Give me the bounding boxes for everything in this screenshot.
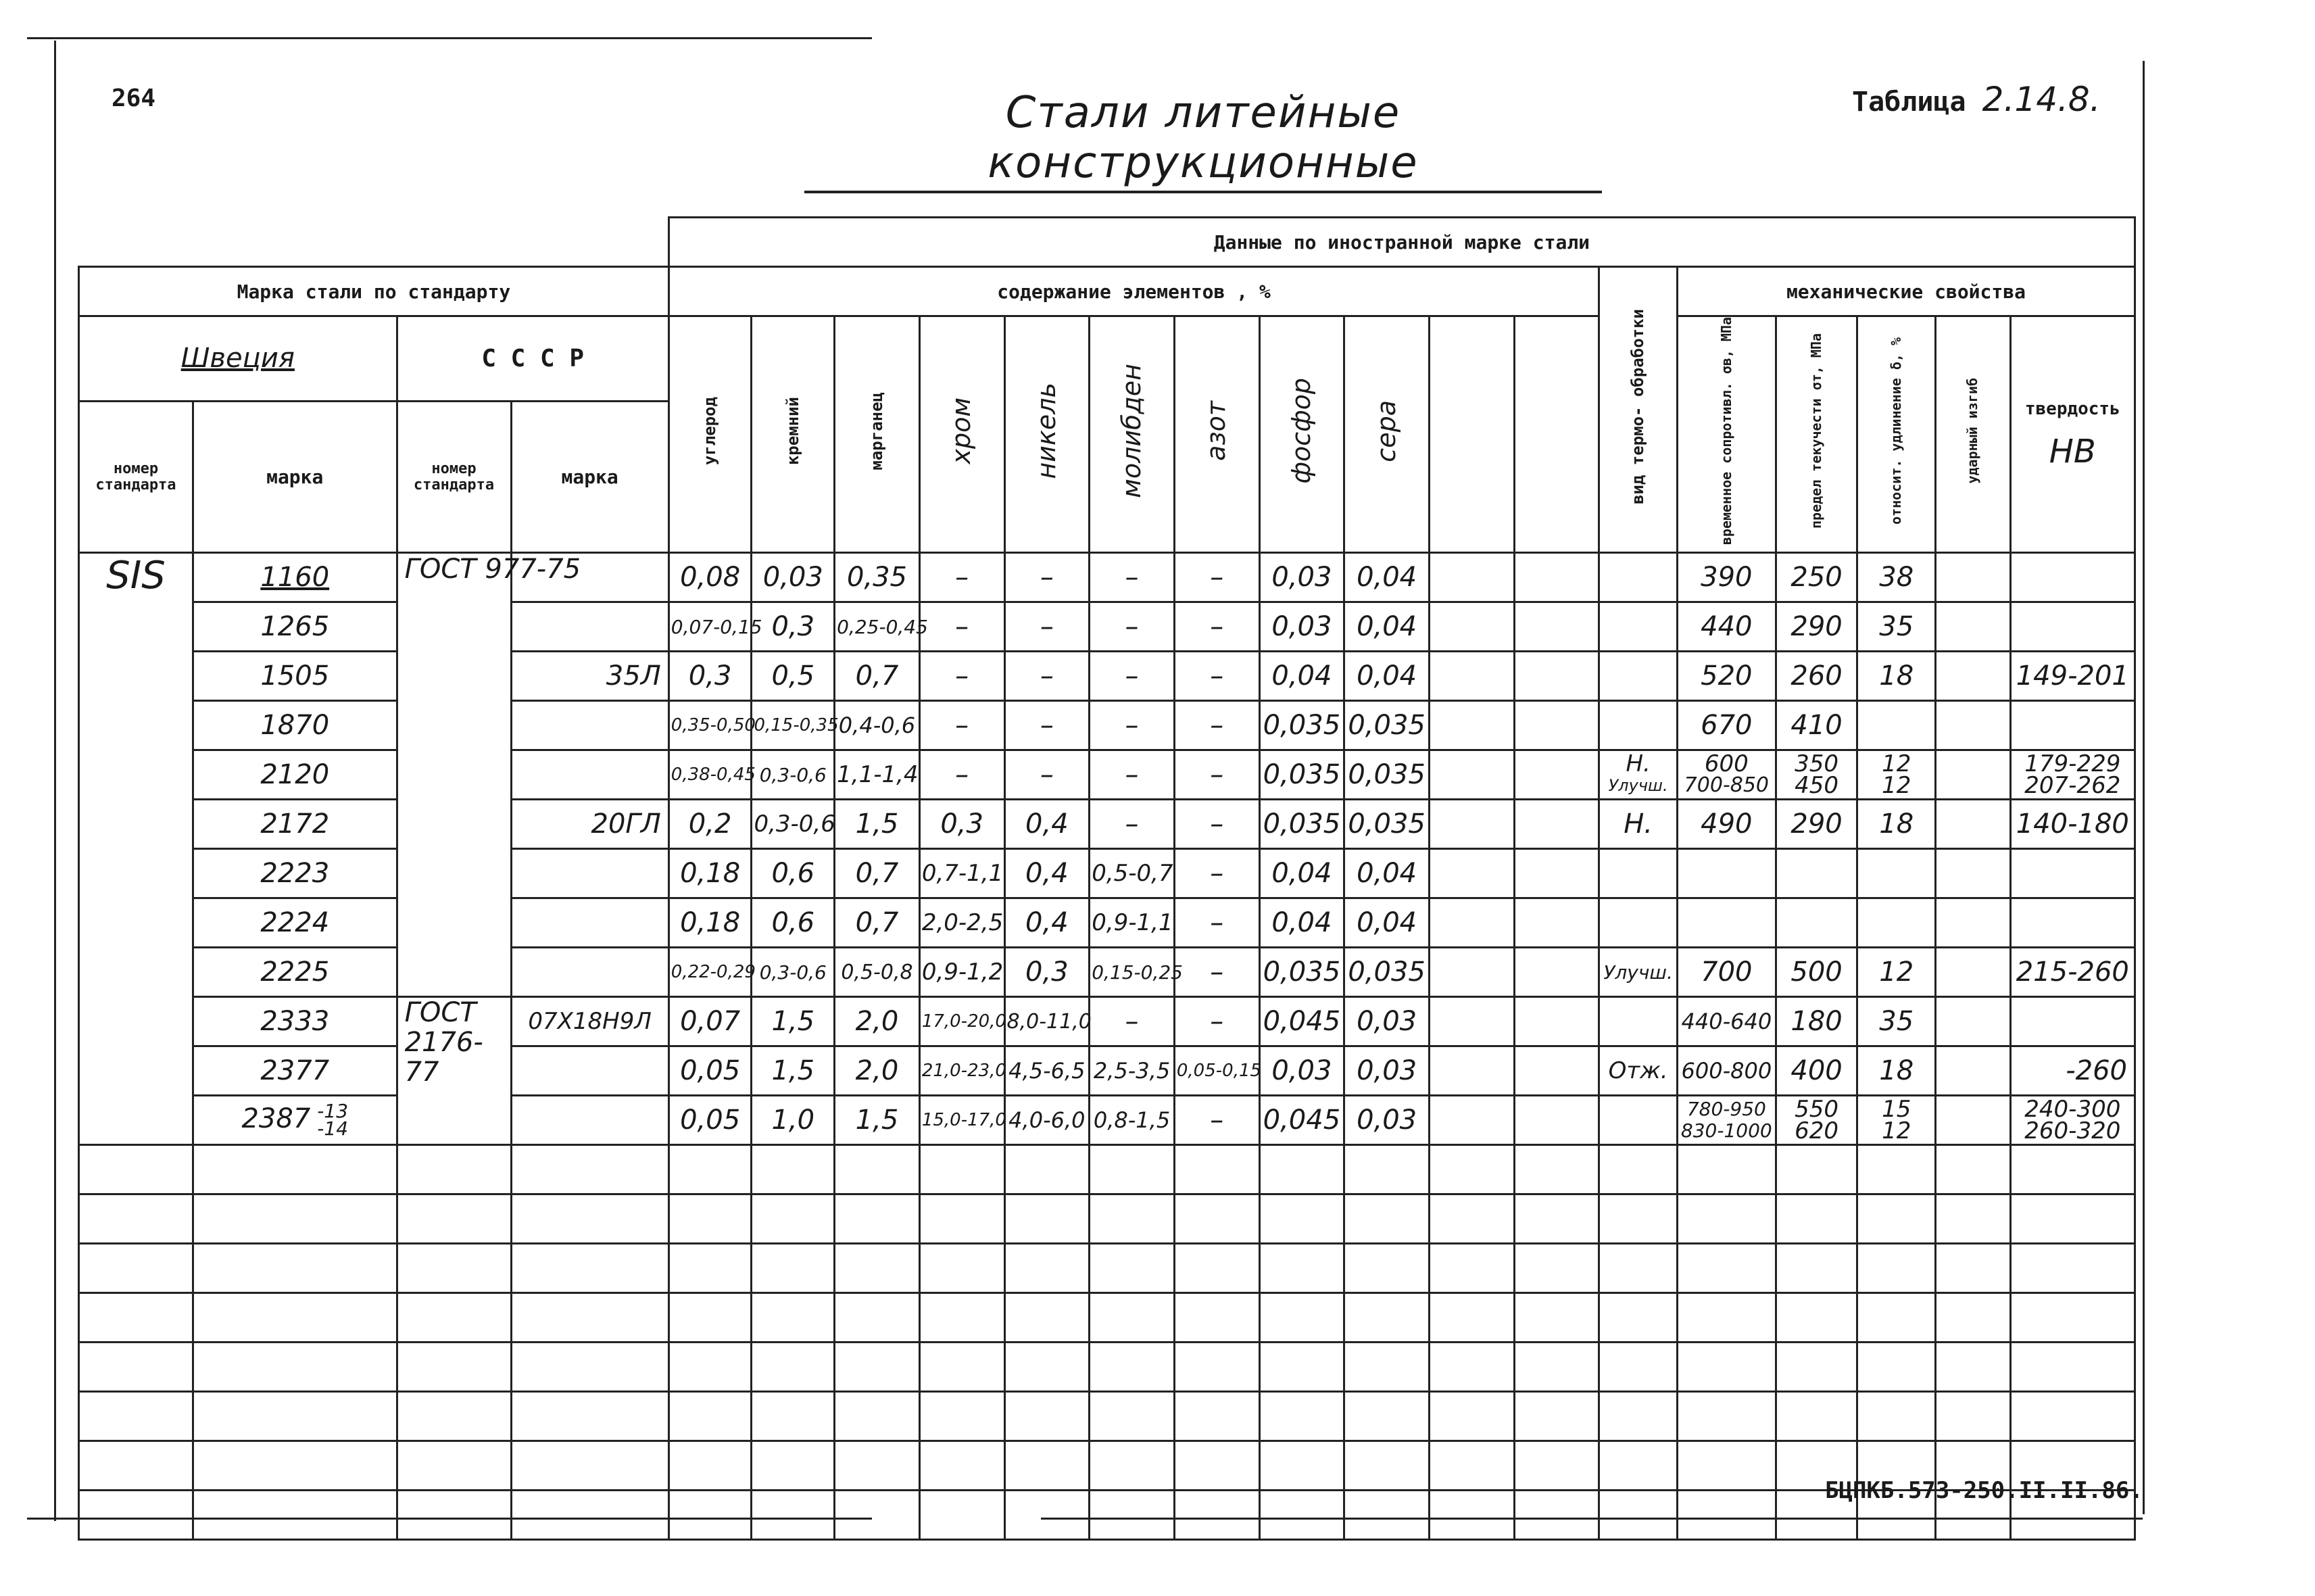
header-row-2: [79, 267, 2135, 316]
silicon-cell: 0,3-0,6: [752, 750, 835, 800]
manganese-cell: 0,25-0,45: [835, 602, 920, 652]
heat-treatment-cell: [1599, 652, 1678, 701]
tensile-cell: 440: [1677, 602, 1776, 652]
impact-cell: [1936, 849, 2011, 898]
table-ref-number: 2.14.8.: [1982, 80, 2101, 119]
empty-cell: [1514, 701, 1599, 750]
empty-row: [79, 1293, 2135, 1343]
manganese-cell: 2,0: [835, 1046, 920, 1096]
empty-cell: [1429, 948, 1514, 997]
molybdenum-cell: –: [1090, 652, 1175, 701]
molybdenum-cell: 0,8-1,5: [1090, 1096, 1175, 1145]
grade-cell: 1265: [193, 602, 397, 652]
ussr-grade-cell: [511, 701, 668, 750]
std-number-header: номер стандарта: [79, 401, 193, 552]
sulfur-cell: 0,03: [1344, 1046, 1430, 1096]
impact-cell: [1936, 800, 2011, 849]
carbon-header: углерод: [668, 316, 752, 553]
phosphorus-cell: 0,035: [1259, 701, 1344, 750]
molybdenum-cell: 0,5-0,7: [1090, 849, 1175, 898]
nitrogen-cell: –: [1174, 701, 1259, 750]
ussr-grade-cell: 20ГЛ: [511, 800, 668, 849]
yield-cell: [1776, 898, 1857, 948]
carbon-cell: 0,22-0,29: [668, 948, 752, 997]
yield-cell: 350 450: [1776, 750, 1857, 800]
manganese-cell: 0,7: [835, 652, 920, 701]
impact-cell: [1936, 750, 2011, 800]
nitrogen-cell: –: [1174, 553, 1259, 602]
elongation-cell: 35: [1857, 602, 1936, 652]
impact-cell: [1936, 553, 2011, 602]
elongation-cell: 18: [1857, 800, 1936, 849]
tensile-cell: 600-800: [1677, 1046, 1776, 1096]
phosphorus-cell: 0,035: [1259, 948, 1344, 997]
heat-treatment-cell: [1599, 898, 1678, 948]
molybdenum-cell: 2,5-3,5: [1090, 1046, 1175, 1096]
phosphorus-cell: 0,03: [1259, 602, 1344, 652]
impact-cell: [1936, 701, 2011, 750]
empty-cell: [1514, 997, 1599, 1046]
steel-table: [78, 216, 2136, 1541]
sulfur-cell: 0,04: [1344, 652, 1430, 701]
nickel-cell: 0,4: [1004, 898, 1090, 948]
empty-row: [79, 1392, 2135, 1441]
impact-cell: [1936, 997, 2011, 1046]
grade-cell: 1870: [193, 701, 397, 750]
ussr-grade-cell: 35Л: [511, 652, 668, 701]
grade-cell: 2224: [193, 898, 397, 948]
tensile-cell: 390: [1677, 553, 1776, 602]
empty-cell: [1514, 948, 1599, 997]
grade-cell: 2225: [193, 948, 397, 997]
chromium-cell: –: [919, 602, 1004, 652]
empty-cell: [1429, 701, 1514, 750]
manganese-cell: 0,7: [835, 849, 920, 898]
nickel-cell: 0,4: [1004, 800, 1090, 849]
ussr-grade-header: марка: [511, 401, 668, 552]
nickel-cell: 0,4: [1004, 849, 1090, 898]
tensile-cell: 700: [1677, 948, 1776, 997]
table-row: [79, 997, 2135, 1046]
chromium-cell: 21,0-23,0: [919, 1046, 1004, 1096]
empty-cell: [1429, 553, 1514, 602]
footer-code: БЦПКБ.573-250.II.II.86.: [1825, 1477, 2143, 1504]
yield-cell: 400: [1776, 1046, 1857, 1096]
tensile-cell: 600 700-850: [1677, 750, 1776, 800]
hardness-cell: [2010, 701, 2135, 750]
nickel-cell: 4,0-6,0: [1004, 1096, 1090, 1145]
silicon-cell: 1,0: [752, 1096, 835, 1145]
frame-right-line: [2143, 61, 2145, 1514]
chromium-cell: 0,9-1,2: [919, 948, 1004, 997]
manganese-cell: 0,35: [835, 553, 920, 602]
nitrogen-cell: –: [1174, 652, 1259, 701]
carbon-cell: 0,08: [668, 553, 752, 602]
nickel-cell: –: [1004, 602, 1090, 652]
tensile-cell: [1677, 898, 1776, 948]
phosphorus-cell: 0,04: [1259, 849, 1344, 898]
manganese-cell: 0,4-0,6: [835, 701, 920, 750]
standard-cell: SIS: [79, 553, 193, 1145]
impact-header: ударный изгиб: [1936, 316, 2011, 553]
empty-cell: [1429, 652, 1514, 701]
elongation-cell: 12: [1857, 948, 1936, 997]
empty-cell: [1514, 800, 1599, 849]
sulfur-header: сера: [1344, 316, 1430, 553]
carbon-cell: 0,05: [668, 1046, 752, 1096]
nitrogen-cell: –: [1174, 800, 1259, 849]
empty-row: [79, 1145, 2135, 1194]
table-row: [79, 652, 2135, 701]
elongation-cell: 15 12: [1857, 1096, 1936, 1145]
silicon-cell: 0,3: [752, 602, 835, 652]
empty-cell: [1429, 800, 1514, 849]
nitrogen-cell: –: [1174, 849, 1259, 898]
empty-cell: [1429, 898, 1514, 948]
empty-cell: [1429, 1046, 1514, 1096]
tensile-header: временное сопротивл. σв, МПа: [1677, 316, 1776, 553]
impact-cell: [1936, 1096, 2011, 1145]
carbon-cell: 0,35-0,50: [668, 701, 752, 750]
hardness-cell: 215-260: [2010, 948, 2135, 997]
grade-cell: 1505: [193, 652, 397, 701]
nitrogen-cell: –: [1174, 1096, 1259, 1145]
molybdenum-cell: –: [1090, 997, 1175, 1046]
nickel-cell: –: [1004, 553, 1090, 602]
impact-cell: [1936, 602, 2011, 652]
grade-cell: 2377: [193, 1046, 397, 1096]
ussr-grade-cell: [511, 602, 668, 652]
chromium-cell: –: [919, 553, 1004, 602]
heat-treatment-cell: [1599, 602, 1678, 652]
heat-treatment-header: вид термо- обработки: [1599, 267, 1678, 553]
empty-cell: [1514, 652, 1599, 701]
ussr-grade-cell: 07Х18Н9Л: [511, 997, 668, 1046]
silicon-cell: 0,15-0,35: [752, 701, 835, 750]
yield-cell: [1776, 849, 1857, 898]
heat-treatment-cell: Н.: [1599, 800, 1678, 849]
hardness-cell: 179-229 207-262: [2010, 750, 2135, 800]
chromium-cell: 2,0-2,5: [919, 898, 1004, 948]
hardness-cell: [2010, 898, 2135, 948]
tensile-cell: 440-640: [1677, 997, 1776, 1046]
hardness-cell: 149-201: [2010, 652, 2135, 701]
grade-cell: 2387 -13 -14: [193, 1096, 397, 1145]
empty-cell: [1514, 553, 1599, 602]
sulfur-cell: 0,04: [1344, 602, 1430, 652]
chromium-cell: –: [919, 652, 1004, 701]
silicon-cell: 0,6: [752, 849, 835, 898]
heat-treatment-cell: [1599, 1096, 1678, 1145]
nickel-cell: 0,3: [1004, 948, 1090, 997]
ussr-grade-cell: [511, 750, 668, 800]
frame-left-line: [54, 41, 56, 1521]
nickel-cell: –: [1004, 652, 1090, 701]
table-ref-label: Таблица: [1852, 87, 1966, 118]
phosphorus-cell: 0,03: [1259, 553, 1344, 602]
elongation-cell: 35: [1857, 997, 1936, 1046]
hardness-cell: 240-300 260-320: [2010, 1096, 2135, 1145]
nickel-header: никель: [1004, 316, 1090, 553]
sulfur-cell: 0,03: [1344, 1096, 1430, 1145]
molybdenum-cell: 0,9-1,1: [1090, 898, 1175, 948]
table-row: [79, 800, 2135, 849]
empty-cell: [1429, 849, 1514, 898]
heat-treatment-cell: [1599, 997, 1678, 1046]
grade-cell: 2223: [193, 849, 397, 898]
empty-row: [79, 1194, 2135, 1244]
molybdenum-cell: –: [1090, 553, 1175, 602]
tensile-cell: 490: [1677, 800, 1776, 849]
phosphorus-cell: 0,035: [1259, 800, 1344, 849]
carbon-cell: 0,05: [668, 1096, 752, 1145]
chromium-cell: –: [919, 750, 1004, 800]
heat-treatment-cell: Улучш.: [1599, 948, 1678, 997]
sulfur-cell: 0,035: [1344, 800, 1430, 849]
yield-cell: 260: [1776, 652, 1857, 701]
impact-cell: [1936, 652, 2011, 701]
table-row: [79, 701, 2135, 750]
sulfur-cell: 0,04: [1344, 898, 1430, 948]
ussr-grade-cell: [511, 1096, 668, 1145]
elongation-cell: 18: [1857, 652, 1936, 701]
nitrogen-header: азот: [1174, 316, 1259, 553]
hardness-cell: [2010, 849, 2135, 898]
manganese-cell: 1,5: [835, 1096, 920, 1145]
phosphorus-cell: 0,04: [1259, 652, 1344, 701]
hardness-cell: [2010, 997, 2135, 1046]
yield-cell: 410: [1776, 701, 1857, 750]
nitrogen-cell: –: [1174, 750, 1259, 800]
impact-cell: [1936, 898, 2011, 948]
heat-treatment-cell: Н. Улучш.: [1599, 750, 1678, 800]
phosphorus-cell: 0,045: [1259, 997, 1344, 1046]
nickel-cell: 4,5-6,5: [1004, 1046, 1090, 1096]
page-number: 264: [112, 84, 156, 112]
hardness-cell: 140-180: [2010, 800, 2135, 849]
silicon-cell: 0,3-0,6: [752, 948, 835, 997]
elongation-cell: [1857, 849, 1936, 898]
manganese-cell: 0,5-0,8: [835, 948, 920, 997]
molybdenum-cell: –: [1090, 602, 1175, 652]
chromium-cell: 0,7-1,1: [919, 849, 1004, 898]
sulfur-cell: 0,035: [1344, 948, 1430, 997]
heat-treatment-cell: Отж.: [1599, 1046, 1678, 1096]
silicon-cell: 0,5: [752, 652, 835, 701]
yield-header: предел текучести σт, МПа: [1776, 316, 1857, 553]
silicon-header: кремний: [752, 316, 835, 553]
nitrogen-cell: –: [1174, 898, 1259, 948]
empty-cell: [1514, 750, 1599, 800]
nitrogen-cell: –: [1174, 602, 1259, 652]
grade-header: марка: [193, 401, 397, 552]
molybdenum-header: молибден: [1090, 316, 1175, 553]
carbon-cell: 0,38-0,45: [668, 750, 752, 800]
heat-treatment-cell: [1599, 553, 1678, 602]
tensile-cell: 520: [1677, 652, 1776, 701]
empty-cell: [1514, 849, 1599, 898]
manganese-cell: 2,0: [835, 997, 920, 1046]
ussr-grade-cell: [511, 849, 668, 898]
empty-cell: [1514, 898, 1599, 948]
empty-cell: [1514, 1046, 1599, 1096]
elongation-cell: 38: [1857, 553, 1936, 602]
ussr-header: С С С Р: [397, 316, 668, 402]
grade-cell: 2120: [193, 750, 397, 800]
sulfur-cell: 0,04: [1344, 849, 1430, 898]
carbon-cell: 0,2: [668, 800, 752, 849]
impact-cell: [1936, 1046, 2011, 1096]
silicon-cell: 0,6: [752, 898, 835, 948]
tensile-cell: [1677, 849, 1776, 898]
ussr-grade-cell: [511, 1046, 668, 1096]
phosphorus-cell: 0,035: [1259, 750, 1344, 800]
empty-row: [79, 1244, 2135, 1293]
heat-treatment-cell: [1599, 701, 1678, 750]
header-row-1: [79, 218, 2135, 267]
empty-cell: [1429, 750, 1514, 800]
nitrogen-cell: –: [1174, 997, 1259, 1046]
carbon-cell: 0,07-0,15: [668, 602, 752, 652]
manganese-cell: 1,5: [835, 800, 920, 849]
empty-header-2: [1514, 316, 1599, 553]
foreign-data-header: Данные по иностранной марке стали: [668, 218, 2135, 267]
carbon-cell: 0,3: [668, 652, 752, 701]
molybdenum-cell: –: [1090, 701, 1175, 750]
table-row: [79, 1046, 2135, 1096]
manganese-header: марганец: [835, 316, 920, 553]
table-row: [79, 948, 2135, 997]
hardness-header: твердость НВ: [2010, 316, 2135, 553]
empty-cell: [1429, 602, 1514, 652]
molybdenum-cell: 0,15-0,25: [1090, 948, 1175, 997]
molybdenum-cell: –: [1090, 800, 1175, 849]
header-row-3: [79, 316, 2135, 402]
elongation-header: относит. удлинение δ, %: [1857, 316, 1936, 553]
elongation-cell: [1857, 701, 1936, 750]
empty-cell: [1514, 1096, 1599, 1145]
empty-cell: [1429, 1096, 1514, 1145]
sulfur-cell: 0,04: [1344, 553, 1430, 602]
chromium-cell: 15,0-17,0: [919, 1096, 1004, 1145]
yield-cell: 550 620: [1776, 1096, 1857, 1145]
country-header: Швеция: [79, 316, 397, 402]
silicon-cell: 1,5: [752, 1046, 835, 1096]
chromium-cell: –: [919, 701, 1004, 750]
empty-header-1: [1429, 316, 1514, 553]
nitrogen-cell: –: [1174, 948, 1259, 997]
yield-cell: 180: [1776, 997, 1857, 1046]
table-row: [79, 849, 2135, 898]
grade-by-standard-header: Марка стали по стандарту: [79, 267, 669, 316]
carbon-cell: 0,07: [668, 997, 752, 1046]
empty-cell: [1429, 997, 1514, 1046]
nickel-cell: –: [1004, 750, 1090, 800]
hardness-cell: -260: [2010, 1046, 2135, 1096]
tensile-cell: 780-950 830-1000: [1677, 1096, 1776, 1145]
grade-cell: 1160: [193, 553, 397, 602]
yield-cell: 250: [1776, 553, 1857, 602]
phosphorus-cell: 0,03: [1259, 1046, 1344, 1096]
manganese-cell: 1,1-1,4: [835, 750, 920, 800]
frame-top-line: [27, 37, 872, 39]
empty-row: [79, 1343, 2135, 1392]
page-title: Стали литейные конструкционные: [804, 88, 1602, 193]
mechanical-header: механические свойства: [1677, 267, 2135, 316]
phosphorus-cell: 0,04: [1259, 898, 1344, 948]
yield-cell: 290: [1776, 800, 1857, 849]
silicon-cell: 1,5: [752, 997, 835, 1046]
table-reference: [1852, 80, 2101, 119]
ussr-std-2-cell: ГОСТ 2176-77: [397, 997, 511, 1145]
composition-header: содержание элементов , %: [668, 267, 1599, 316]
tensile-cell: 670: [1677, 701, 1776, 750]
ussr-std-number-header: номер стандарта: [397, 401, 511, 552]
yield-cell: 500: [1776, 948, 1857, 997]
yield-cell: 290: [1776, 602, 1857, 652]
table-row: [79, 898, 2135, 948]
carbon-cell: 0,18: [668, 849, 752, 898]
silicon-cell: 0,3-0,6: [752, 800, 835, 849]
table-row: [79, 602, 2135, 652]
molybdenum-cell: –: [1090, 750, 1175, 800]
hardness-cell: [2010, 553, 2135, 602]
empty-cell: [1514, 602, 1599, 652]
ussr-std-1-cell: ГОСТ 977-75: [397, 553, 511, 997]
heat-treatment-cell: [1599, 849, 1678, 898]
ussr-grade-cell: [511, 948, 668, 997]
grade-cell: 2172: [193, 800, 397, 849]
nickel-cell: –: [1004, 701, 1090, 750]
silicon-cell: 0,03: [752, 553, 835, 602]
grade-cell: 2333: [193, 997, 397, 1046]
elongation-cell: [1857, 898, 1936, 948]
hardness-cell: [2010, 602, 2135, 652]
chromium-cell: 0,3: [919, 800, 1004, 849]
nickel-cell: 8,0-11,0: [1004, 997, 1090, 1046]
phosphorus-cell: 0,045: [1259, 1096, 1344, 1145]
table-row: [79, 553, 2135, 602]
manganese-cell: 0,7: [835, 898, 920, 948]
elongation-cell: 12 12: [1857, 750, 1936, 800]
chromium-header: хром: [919, 316, 1004, 553]
phosphorus-header: фосфор: [1259, 316, 1344, 553]
ussr-grade-cell: [511, 898, 668, 948]
carbon-cell: 0,18: [668, 898, 752, 948]
table-row: [79, 1096, 2135, 1145]
impact-cell: [1936, 948, 2011, 997]
sulfur-cell: 0,035: [1344, 701, 1430, 750]
sulfur-cell: 0,03: [1344, 997, 1430, 1046]
table-row: [79, 750, 2135, 800]
sulfur-cell: 0,035: [1344, 750, 1430, 800]
elongation-cell: 18: [1857, 1046, 1936, 1096]
nitrogen-cell: 0,05-0,15: [1174, 1046, 1259, 1096]
chromium-cell: 17,0-20,0: [919, 997, 1004, 1046]
